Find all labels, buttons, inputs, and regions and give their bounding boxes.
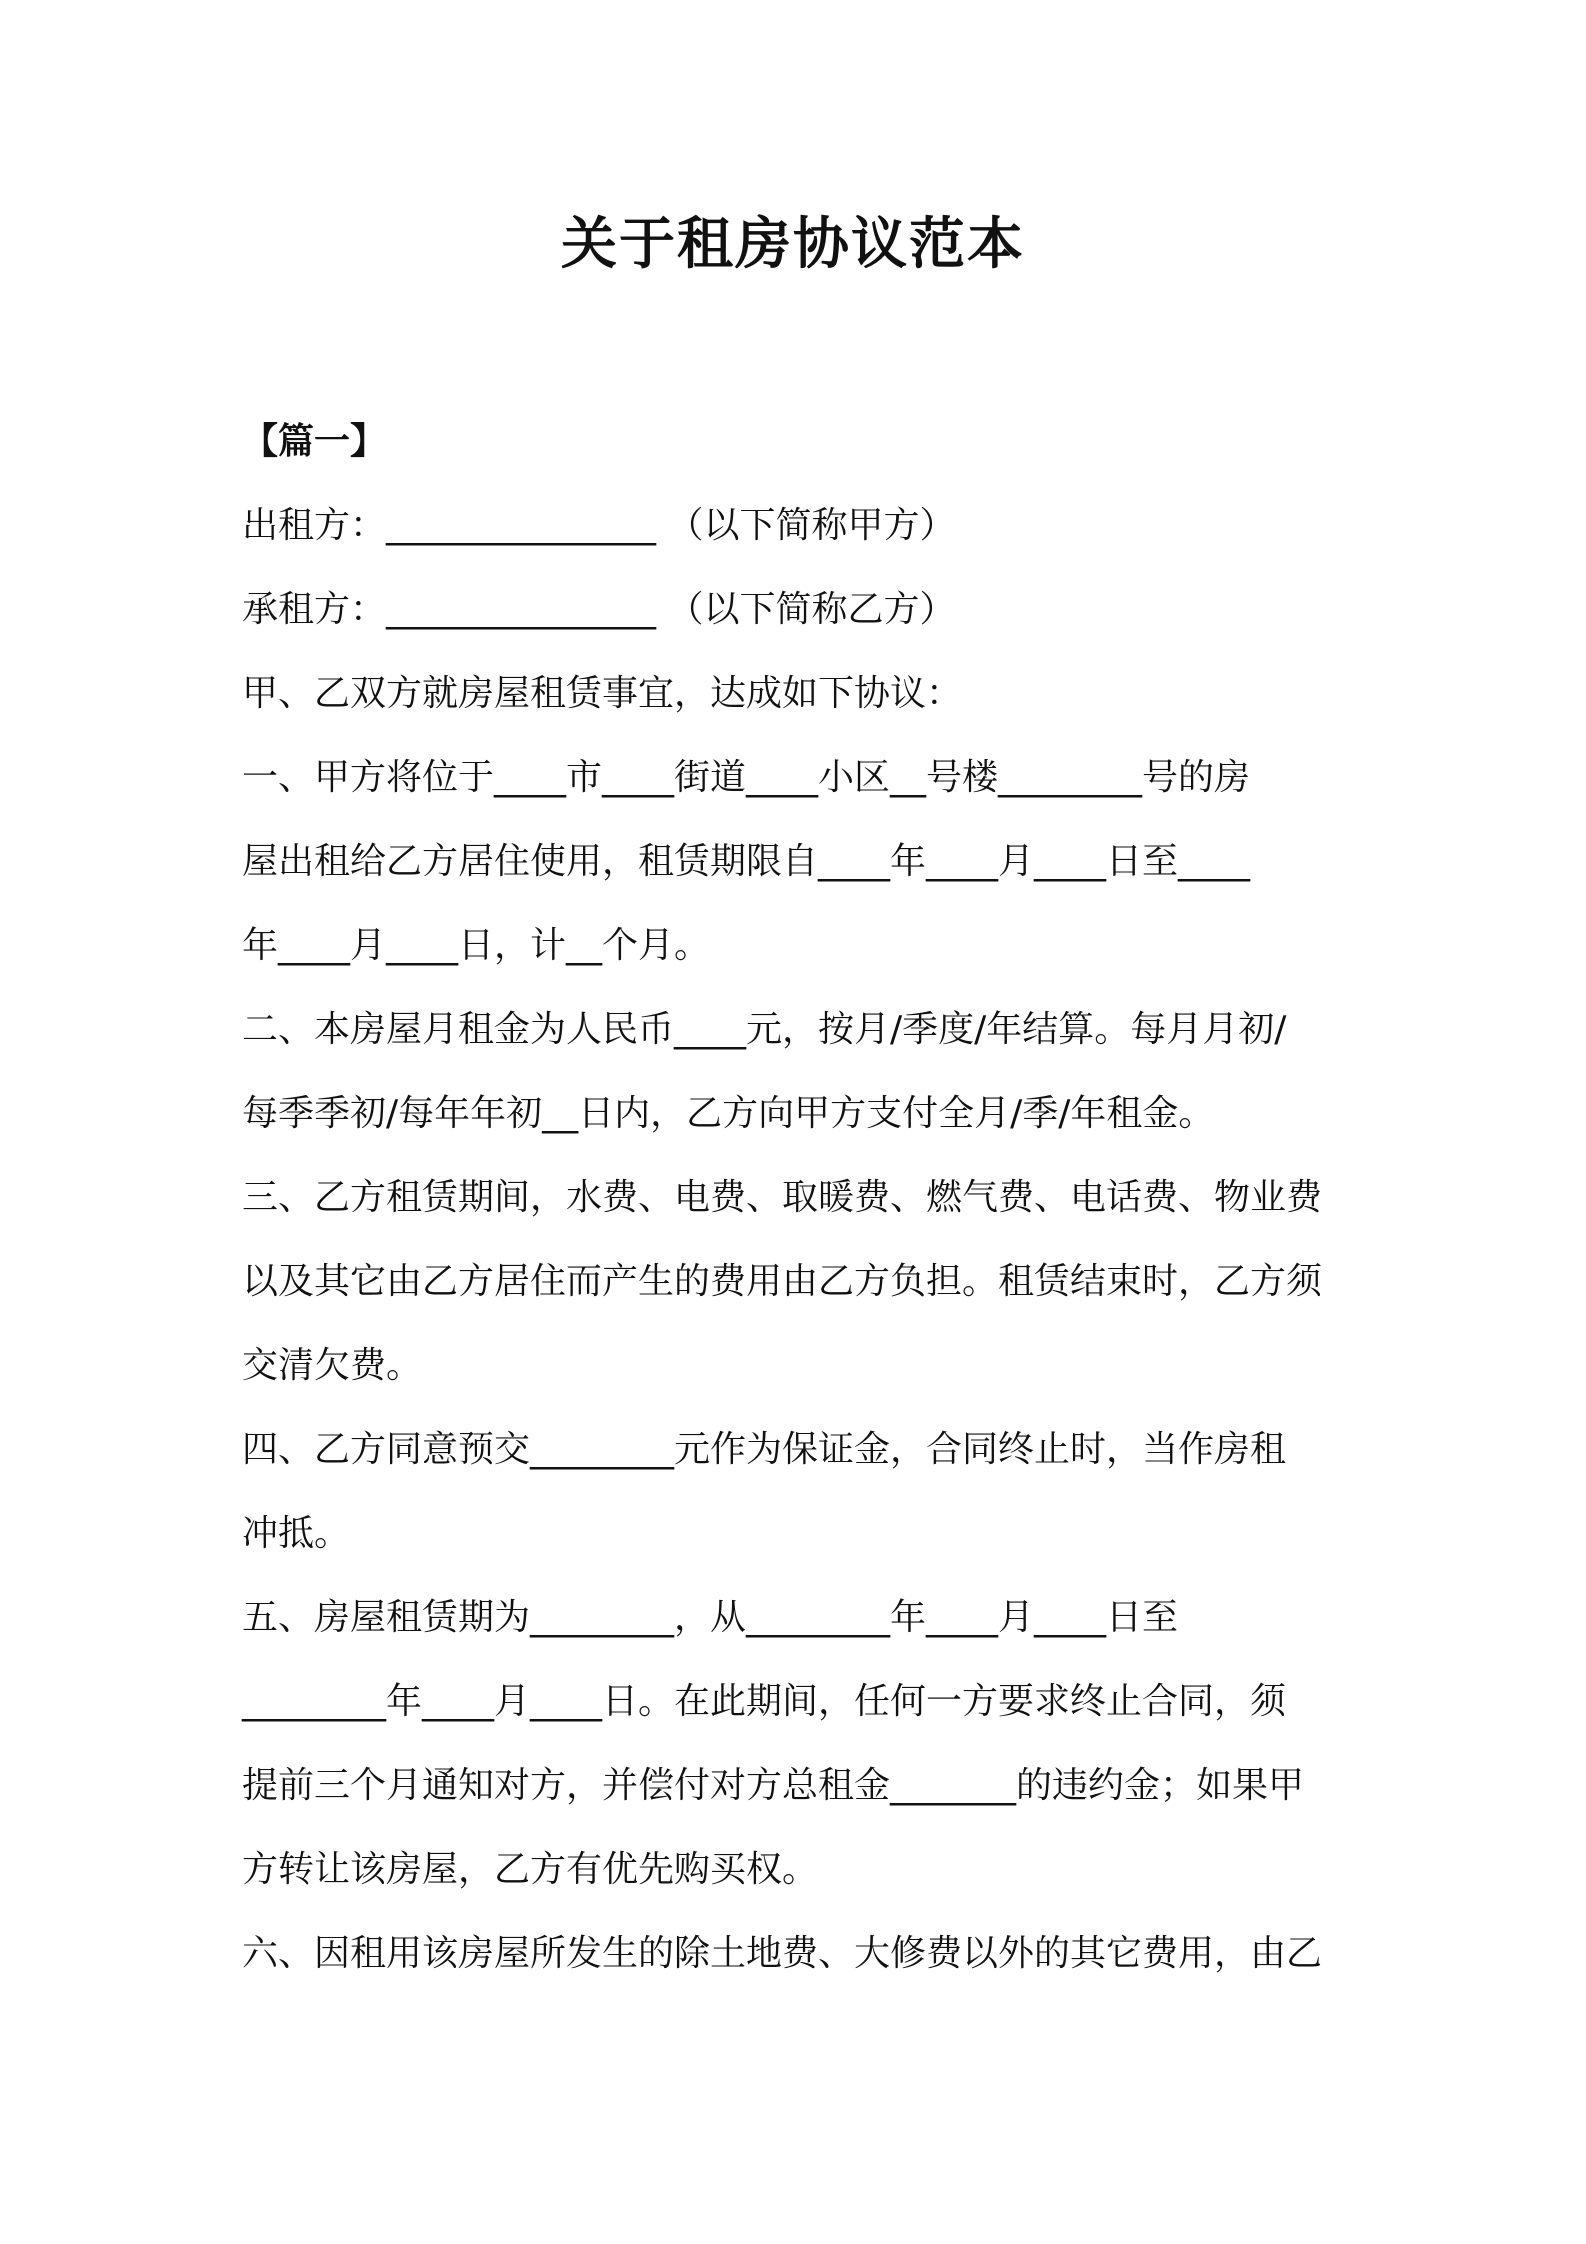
line-lessee: 承租方：_______________ （以下简称乙方）	[242, 589, 956, 630]
clause-5-line-3: 提前三个月通知对方，并偿付对方总租金_______的违约金；如果甲	[242, 1765, 1305, 1806]
clause-1-line-1: 一、甲方将位于____市____街道____小区__号楼________号的房	[242, 757, 1251, 798]
document-title: 关于租房协议范本	[561, 212, 1025, 277]
line-lessor: 出租方：_______________ （以下简称甲方）	[242, 505, 956, 546]
line-preamble: 甲、乙双方就房屋租赁事宜，达成如下协议：	[242, 673, 963, 714]
section-tag: 【篇一】	[242, 421, 387, 462]
clause-1-line-3: 年____月____日，计__个月。	[242, 925, 711, 966]
clause-4-line-2: 冲抵。	[242, 1513, 351, 1554]
clause-1-line-2: 屋出租给乙方居住使用，租赁期限自____年____月____日至____	[242, 841, 1251, 882]
clause-3-line-2: 以及其它由乙方居住而产生的费用由乙方负担。租赁结束时，乙方须	[242, 1261, 1323, 1302]
clause-5-line-4: 方转让该房屋，乙方有优先购买权。	[242, 1849, 819, 1890]
clause-3-line-3: 交清欠费。	[242, 1345, 423, 1386]
clause-5-line-1: 五、房屋租赁期为________，从________年____月____日至	[242, 1597, 1179, 1638]
document-body	[242, 400, 1362, 1996]
clause-6-line-1: 六、因租用该房屋所发生的除土地费、大修费以外的其它费用，由乙	[242, 1933, 1323, 1974]
clause-2-line-1: 二、本房屋月租金为人民币____元，按月/季度/年结算。每月月初/	[242, 1009, 1287, 1050]
clause-3-line-1: 三、乙方租赁期间，水费、电费、取暖费、燃气费、电话费、物业费	[242, 1177, 1323, 1218]
clause-5-line-2: ________年____月____日。在此期间，任何一方要求终止合同，须	[242, 1681, 1287, 1722]
clause-4-line-1: 四、乙方同意预交________元作为保证金，合同终止时，当作房租	[242, 1429, 1287, 1470]
clause-2-line-2: 每季季初/每年年初__日内，乙方向甲方支付全月/季/年租金。	[242, 1093, 1215, 1134]
